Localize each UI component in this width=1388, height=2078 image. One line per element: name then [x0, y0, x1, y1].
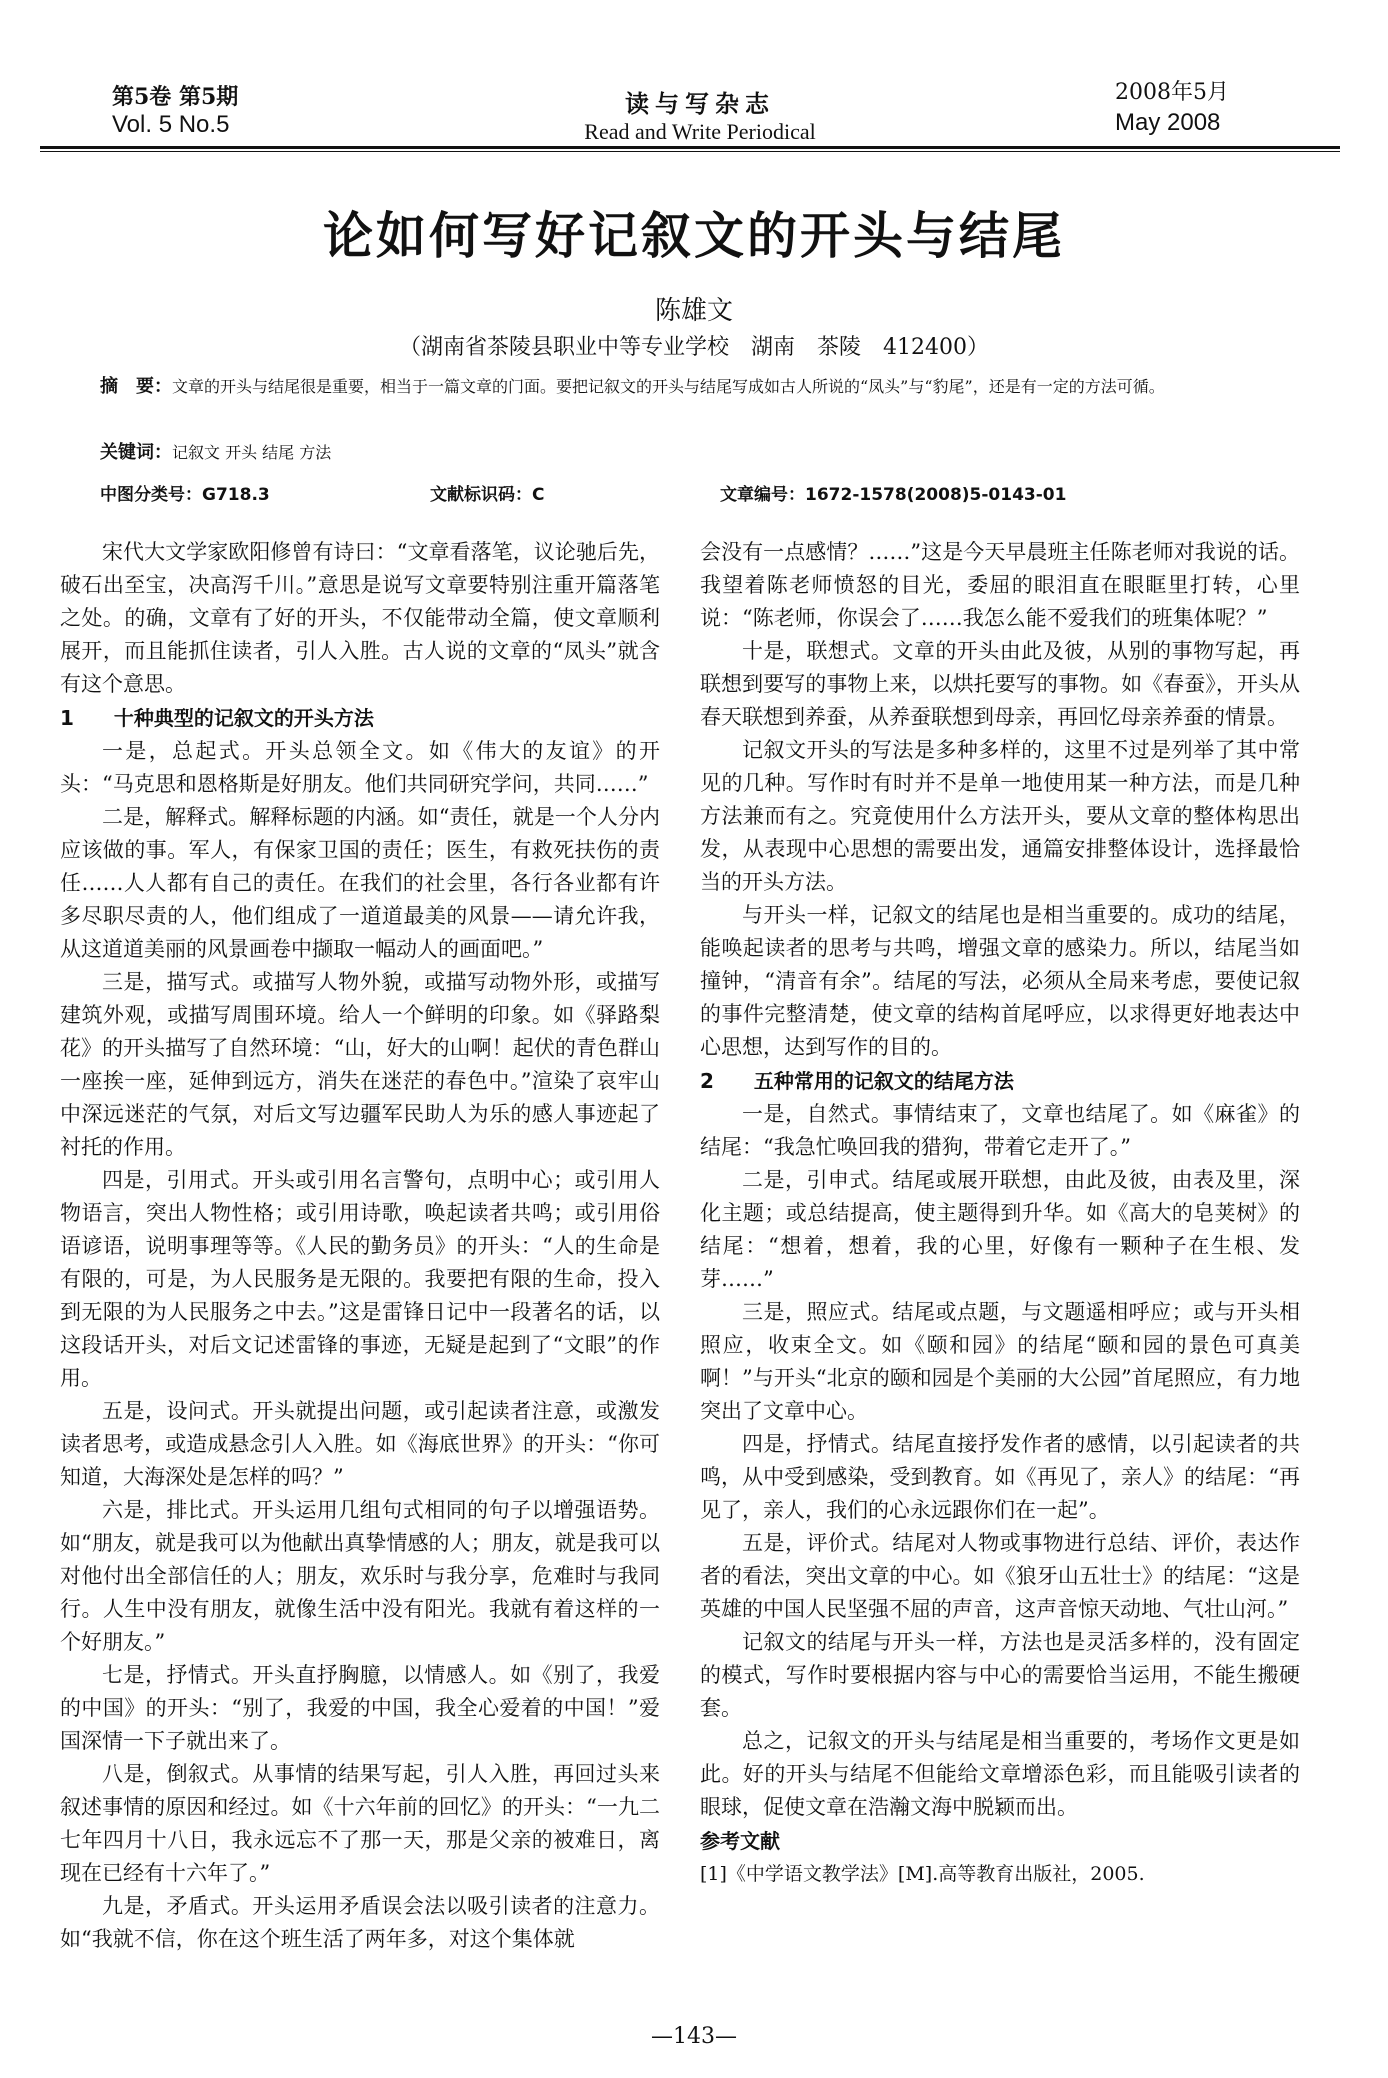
paragraph: 二是，引申式。结尾或展开联想，由此及彼，由表及里，深化主题；或总结提高，使主题得到升华。如《高大的皂荚树》的结尾：“想着，想着，我的心里，好像有一颗种子在生根、发芽……” [700, 1168, 1300, 1291]
keywords [100, 438, 331, 464]
paragraph: 总之，记叙文的开头与结尾是相当重要的，考场作文更是如此。好的开头与结尾不但能给文章增添色彩，而且能吸引读者的眼球，促使文章在浩瀚文海中脱颖而出。 [700, 1729, 1300, 1819]
keywords-text: 记叙文 开头 结尾 方法 [172, 443, 332, 462]
abstract-text: 文章的开头与结尾很是重要，相当于一篇文章的门面。要把记叙文的开头与结尾写成如古人所说的“凤头”与“豹尾”，还是有一定的方法可循。 [172, 377, 1165, 396]
journal-en: Read and Write Periodical [584, 119, 816, 144]
paragraph: 四是，引用式。开头或引用名言警句，点明中心；或引用人物语言，突出人物性格；或引用诗歌，唤起读者共鸣；或引用俗语谚语，说明事理等等。《人民的勤务员》的开头：“人的生命是有限的，可是，为人民服务是无限的。我要把有限的生命，投入到无限的为人民服务之中去。”这是雷锋日记中一段著名的话，以这段话开头，对后文记述雷锋的事迹，无疑是起到了“文眼”的作用。 [60, 1168, 660, 1390]
left-column [60, 536, 660, 1956]
paragraph: 十是，联想式。文章的开头由此及彼，从别的事物写起，再联想到要写的事物上来，以烘托要写的事物。如《春蚕》，开头从春天联想到养蚕，从养蚕联想到母亲，再回忆母亲养蚕的情景。 [700, 639, 1300, 729]
paragraph: 八是，倒叙式。从事情的结果写起，引人入胜，再回过头来叙述事情的原因和经过。如《十六年前的回忆》的开头：“一九二七年四月十八日，我永远忘不了那一天，那是父亲的被难日，离现在已经有十六年了。” [60, 1762, 660, 1885]
date-cn: 2008年5月 [1115, 80, 1229, 105]
date-en: May 2008 [1115, 109, 1221, 136]
keywords-label: 关键词： [100, 442, 172, 463]
article-title: 论如何写好记叙文的开头与结尾 [323, 207, 1065, 265]
author-affiliation: （湖南省茶陵县职业中等专业学校 湖南 茶陵 412400） [399, 335, 989, 360]
author-name: 陈雄文 [654, 296, 733, 326]
paragraph: 五是，设问式。开头就提出问题，或引起读者注意，或激发读者思考，或造成悬念引人入胜。如《海底世界》的开头：“你可知道，大海深处是怎样的吗？” [60, 1399, 660, 1489]
journal-name [480, 84, 920, 145]
paragraph: 一是，自然式。事情结束了，文章也结尾了。如《麻雀》的结尾：“我急忙唤回我的猎狗，带着它走开了。” [700, 1102, 1300, 1159]
paragraph: 五是，评价式。结尾对人物或事物进行总结、评价，表达作者的看法，突出文章的中心。如《狼牙山五壮士》的结尾：“这是英雄的中国人民坚强不屈的声音，这声音惊天动地、气壮山河。” [700, 1531, 1300, 1621]
header-rule-thin [40, 151, 1340, 152]
abstract-label: 摘 要： [100, 376, 172, 397]
paragraph: 与开头一样，记叙文的结尾也是相当重要的。成功的结尾，能唤起读者的思考与共鸣，增强文章的感染力。所以，结尾当如撞钟，“清音有余”。结尾的写法，必须从全局来考虑，要使记叙的事件完整清楚，使文章的结构首尾呼应，以求得更好地表达中心思想，达到写作的目的。 [700, 903, 1300, 1059]
page-number: —143— [651, 2024, 737, 2049]
paragraph: 二是，解释式。解释标题的内涵。如“责任，就是一个人分内应该做的事。军人，有保家卫国的责任；医生，有救死扶伤的责任……人人都有自己的责任。在我们的社会里，各行各业都有许多尽职尽责的人，他们组成了一道道最美的风景——请允许我，从这道道美丽的风景画卷中撷取一幅动人的画面吧。” [60, 805, 660, 961]
paragraph: 七是，抒情式。开头直抒胸臆，以情感人。如《别了，我爱的中国》的开头：“别了，我爱的中国，我全心爱着的中国！”爱国深情一下子就出来了。 [60, 1663, 660, 1753]
paragraph: 记叙文开头的写法是多种多样的，这里不过是列举了其中常见的几种。写作时有时并不是单一地使用某一种方法，而是几种方法兼而有之。究竟使用什么方法开头，要从文章的整体构思出发，从表现中心思想的需要出发，通篇安排整体设计，选择最恰当的开头方法。 [700, 738, 1300, 894]
paragraph: 一是，总起式。开头总领全文。如《伟大的友谊》的开头：“马克思和恩格斯是好朋友。他们共同研究学问，共同……” [60, 739, 660, 796]
page-header [0, 0, 1388, 160]
paragraph: 会没有一点感情？……”这是今天早晨班主任陈老师对我说的话。我望着陈老师愤怒的目光，委屈的眼泪直在眼眶里打转，心里说：“陈老师，你误会了……我怎么能不爱我们的班集体呢？” [700, 540, 1300, 630]
article-number: 文章编号：1672-1578(2008)5-0143-01 [720, 485, 1067, 505]
section-heading: 2 五种常用的记叙文的结尾方法 [700, 1069, 1014, 1093]
document-code: 文献标识码：C [430, 485, 545, 505]
references-heading: 参考文献 [700, 1829, 780, 1853]
abstract [100, 372, 1300, 402]
paragraph: 三是，照应式。结尾或点题，与文题遥相呼应；或与开头相照应，收束全文。如《颐和园》的结尾“颐和园的景色可真美啊！”与开头“北京的颐和园是个美丽的大公园”首尾照应，有力地突出了文章中心。 [700, 1300, 1300, 1423]
issue-date [1115, 78, 1229, 138]
paragraph: 记叙文的结尾与开头一样，方法也是灵活多样的，没有固定的模式，写作时要根据内容与中心的需要恰当运用，不能生搬硬套。 [700, 1630, 1300, 1720]
section-heading: 1 十种典型的记叙文的开头方法 [60, 706, 374, 730]
journal-cn: 读与写杂志 [625, 89, 775, 118]
paragraph: 三是，描写式。或描写人物外貌，或描写动物外形，或描写建筑外观，或描写周围环境。给人一个鲜明的印象。如《驿路梨花》的开头描写了自然环境：“山，好大的山啊！起伏的青色群山一座挨一座，延伸到远方，消失在迷茫的春色中。”渲染了哀牢山中深远迷茫的气氛，对后文写边疆军民助人为乐的感人事迹起了衬托的作用。 [60, 970, 660, 1159]
volume-info [112, 84, 238, 138]
paragraph: 九是，矛盾式。开头运用矛盾误会法以吸引读者的注意力。如“我就不信，你在这个班生活了两年多，对这个集体就 [60, 1894, 660, 1951]
volume-cn: 第5卷 第5期 [112, 84, 239, 110]
header-rule-thick [40, 146, 1340, 149]
paragraph: 四是，抒情式。结尾直接抒发作者的感情，以引起读者的共鸣，从中受到感染，受到教育。如《再见了，亲人》的结尾：“再见了，亲人，我们的心永远跟你们在一起”。 [700, 1432, 1300, 1522]
paragraph: 六是，排比式。开头运用几组句式相同的句子以增强语势。如“朋友，就是我可以为他献出真挚情感的人；朋友，就是我可以对他付出全部信任的人；朋友，欢乐时与我分享，危难时与我同行。人生中没有朋友，就像生活中没有阳光。我就有着这样的一个好朋友。” [60, 1498, 660, 1654]
reference-item: [1]《中学语文教学法》[M].高等教育出版社，2005. [700, 1863, 1145, 1885]
right-column [700, 536, 1300, 1891]
volume-en: Vol. 5 No.5 [112, 111, 230, 138]
paragraph: 宋代大文学家欧阳修曾有诗曰：“文章看落笔，议论驰后先，破石出至宝，决高泻千川。”意思是说写文章要特别注重开篇落笔之处。的确，文章有了好的开头，不仅能带动全篇，使文章顺利展开，而且能抓住读者，引人入胜。古人说的文章的“凤头”就含有这个意思。 [60, 540, 660, 696]
clc-number: 中图分类号：G718.3 [100, 485, 270, 505]
